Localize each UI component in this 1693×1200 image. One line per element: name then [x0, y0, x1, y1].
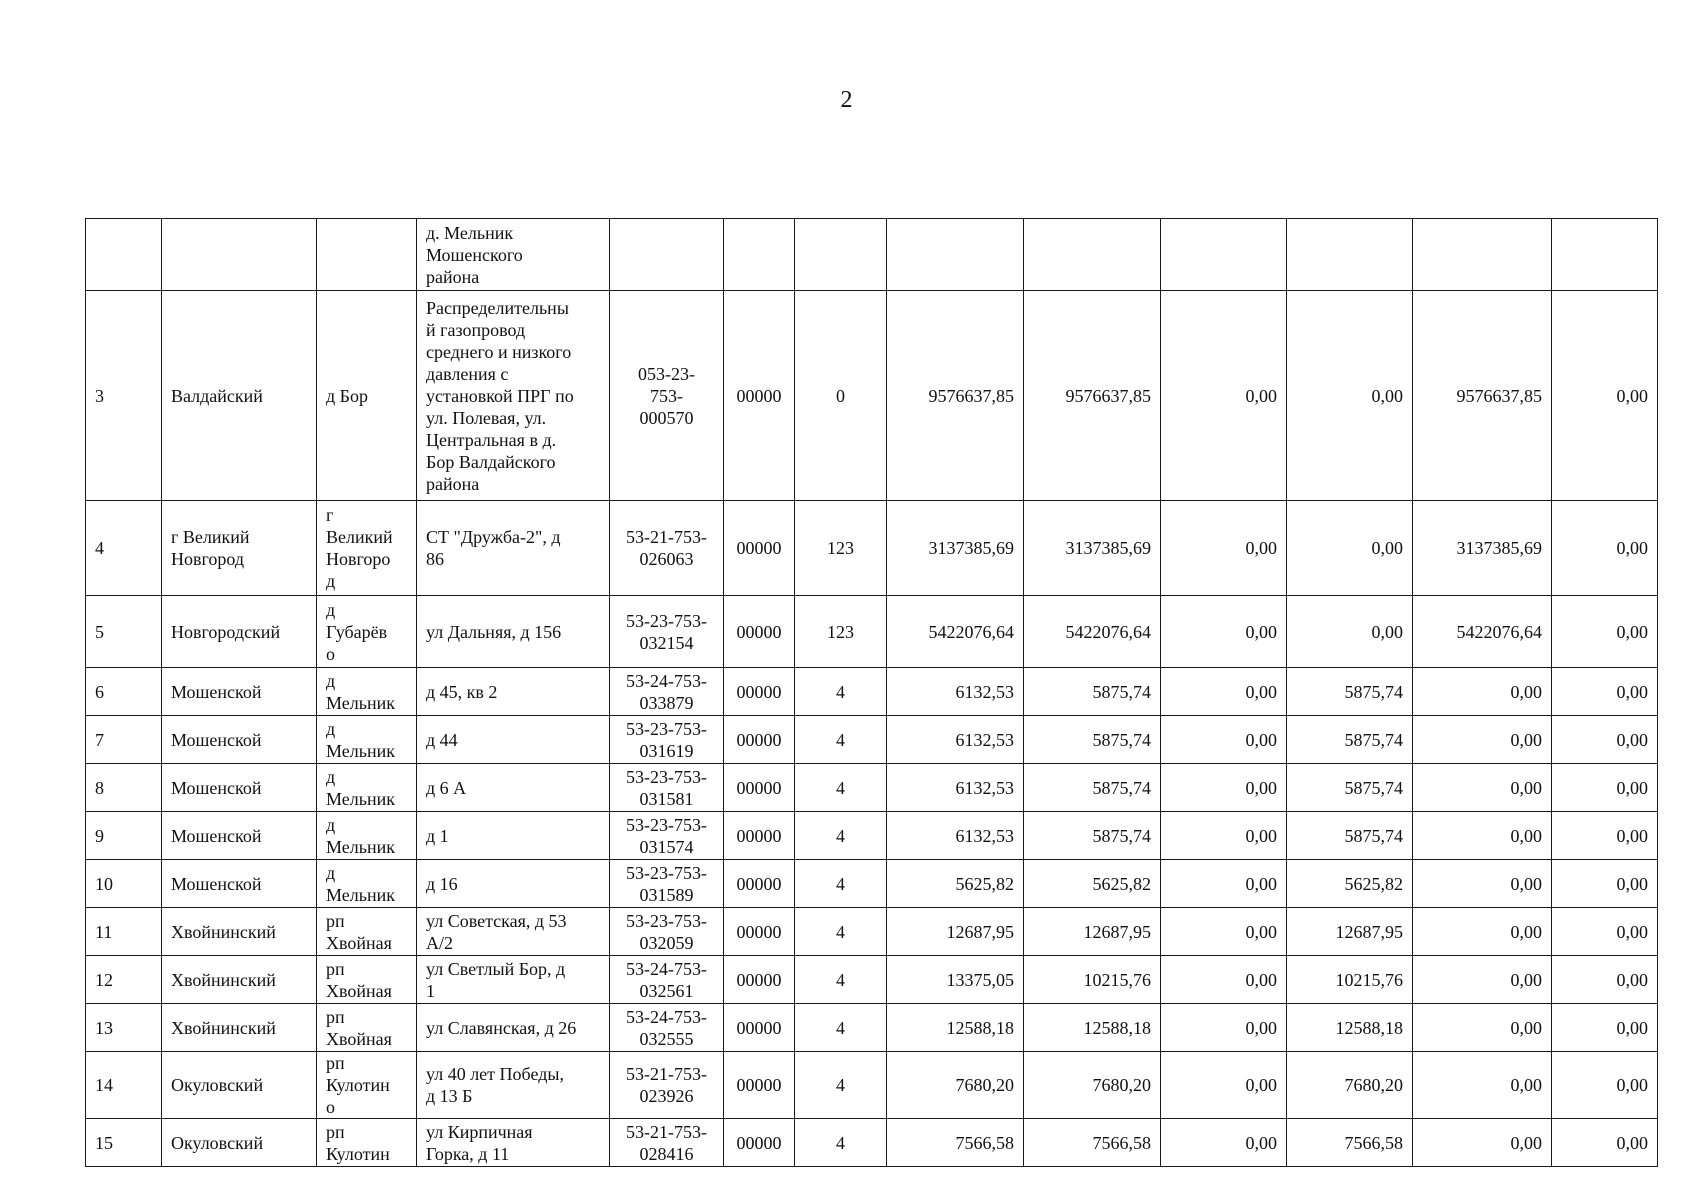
cell-address-line: района: [426, 473, 480, 494]
cell-locality-line: Мельник: [326, 788, 395, 809]
cell-address: [417, 1004, 610, 1052]
cell-code-line: 53-23-753-: [626, 814, 707, 835]
cell-col13: 0,00: [1552, 812, 1658, 860]
cell-col9: 7680,20: [1024, 1052, 1161, 1119]
table-row: [86, 1004, 1658, 1052]
cell-code-line: 53-24-753-: [626, 670, 707, 691]
cell-col10: 0,00: [1161, 908, 1287, 956]
cell-code-line: 031574: [639, 836, 694, 857]
cell-district-line: Хвойнинский: [171, 969, 276, 990]
cell-address-line: 86: [426, 549, 444, 569]
cell-number: 7: [86, 716, 162, 764]
cell-locality-line: рп: [326, 958, 345, 979]
cell-address: [417, 596, 610, 668]
cell-address-line: д 6 А: [426, 777, 467, 798]
cell-code-line: 032555: [639, 1028, 694, 1049]
cell-col7: 4: [795, 764, 887, 812]
cell-code-line: 032154: [639, 632, 694, 653]
cell-address: [417, 501, 610, 596]
cell-address-line: д 1: [426, 825, 449, 846]
cell-col8: 6132,53: [887, 812, 1024, 860]
cell-address-line: Мошенского: [426, 244, 523, 265]
cell-col12: 9576637,85: [1413, 291, 1552, 501]
cell-address: [417, 908, 610, 956]
cell-district: [162, 812, 317, 860]
cell-address: [417, 1052, 610, 1119]
cell-address-line: установкой ПРГ по: [426, 385, 574, 406]
cell-code-line: 753-: [650, 385, 683, 406]
cell-col10: 0,00: [1161, 668, 1287, 716]
cell-district-line: Валдайский: [171, 385, 263, 406]
cell-col10: 0,00: [1161, 501, 1287, 596]
cell-address-line: Центральная в д.: [426, 429, 557, 450]
cell-col10: 0,00: [1161, 291, 1287, 501]
cell-col9: 5625,82: [1024, 860, 1161, 908]
cell-code-line: 53-21-753-: [626, 1121, 707, 1142]
cell-col13: 0,00: [1552, 668, 1658, 716]
cell-col10: 0,00: [1161, 1119, 1287, 1167]
cell-code: [610, 219, 724, 291]
cell-locality: [317, 1119, 417, 1167]
cell-address-line: давления с: [426, 363, 509, 384]
cell-district-line: Мошенской: [171, 777, 262, 798]
cell-district-line: Мошенской: [171, 873, 262, 894]
cell-locality-line: Хвойная: [326, 932, 392, 953]
cell-col13: 0,00: [1552, 908, 1658, 956]
table-row: [86, 668, 1658, 716]
cell-code-line: 053-23-: [638, 363, 695, 384]
cell-code-line: 53-23-753-: [626, 862, 707, 883]
cell-address: [417, 812, 610, 860]
cell-locality: [317, 1004, 417, 1052]
cell-col8: 3137385,69: [887, 501, 1024, 596]
cell-col12: 0,00: [1413, 1004, 1552, 1052]
table-row: [86, 812, 1658, 860]
cell-code-line: 53-21-753-: [626, 527, 707, 547]
cell-number: 11: [86, 908, 162, 956]
cell-col6: 00000: [724, 860, 795, 908]
cell-col10: 0,00: [1161, 956, 1287, 1004]
cell-district: [162, 956, 317, 1004]
cell-col11: 10215,76: [1287, 956, 1413, 1004]
cell-locality-line: Мельник: [326, 884, 395, 905]
cell-district: [162, 291, 317, 501]
cell-address-line: среднего и низкого: [426, 341, 572, 362]
cell-locality-line: Мельник: [326, 740, 395, 761]
table-row: [86, 291, 1658, 501]
cell-col8: 12687,95: [887, 908, 1024, 956]
cell-address-line: д 16: [426, 873, 458, 894]
cell-col11: 12687,95: [1287, 908, 1413, 956]
cell-code-line: 53-24-753-: [626, 958, 707, 979]
cell-col6: 00000: [724, 812, 795, 860]
cell-address: [417, 956, 610, 1004]
cell-col6: 00000: [724, 1052, 795, 1119]
table-row: [86, 1052, 1658, 1119]
cell-locality: [317, 716, 417, 764]
cell-col12: 0,00: [1413, 812, 1552, 860]
cell-col11: 0,00: [1287, 596, 1413, 668]
cell-code: [610, 956, 724, 1004]
table-row: [86, 1119, 1658, 1167]
data-table: [85, 218, 1658, 1167]
cell-number: 15: [86, 1119, 162, 1167]
cell-col6: 00000: [724, 291, 795, 501]
cell-col13: 0,00: [1552, 1004, 1658, 1052]
cell-address: [417, 764, 610, 812]
table-row: [86, 764, 1658, 812]
cell-locality-line: д: [326, 862, 336, 883]
cell-locality-line: д Бор: [326, 385, 368, 406]
cell-code: [610, 1004, 724, 1052]
cell-code-line: 031581: [639, 788, 694, 809]
cell-address: [417, 219, 610, 291]
cell-col12: 0,00: [1413, 716, 1552, 764]
cell-col11: 12588,18: [1287, 1004, 1413, 1052]
cell-locality-line: Мельник: [326, 836, 395, 857]
cell-col7: 4: [795, 860, 887, 908]
cell-address: [417, 668, 610, 716]
cell-district-line: Хвойнинский: [171, 1017, 276, 1038]
cell-col10: 0,00: [1161, 860, 1287, 908]
cell-address-line: ул 40 лет Победы,: [426, 1064, 564, 1084]
cell-locality: [317, 219, 417, 291]
cell-locality-line: Новгоро: [326, 549, 391, 569]
cell-address-line: ул Дальняя, д 156: [426, 621, 562, 642]
cell-locality: [317, 956, 417, 1004]
table-row: [86, 860, 1658, 908]
cell-col10: 0,00: [1161, 1052, 1287, 1119]
cell-col11: 5625,82: [1287, 860, 1413, 908]
cell-locality-line: рп: [326, 1006, 345, 1027]
cell-col7: 4: [795, 1052, 887, 1119]
cell-code-line: 53-23-753-: [626, 910, 707, 931]
cell-code-line: 000570: [639, 407, 694, 428]
cell-col6: 00000: [724, 716, 795, 764]
cell-col9: [1024, 219, 1161, 291]
cell-address-line: района: [426, 266, 480, 287]
cell-address-line: А/2: [426, 932, 453, 953]
cell-locality-line: о: [326, 1097, 335, 1117]
cell-col12: 0,00: [1413, 1052, 1552, 1119]
cell-district-line: Хвойнинский: [171, 921, 276, 942]
cell-address-line: Распределительны: [426, 297, 569, 318]
cell-locality: [317, 596, 417, 668]
cell-district-line: Мошенской: [171, 825, 262, 846]
cell-district-line: Новгород: [171, 549, 245, 569]
cell-col10: 0,00: [1161, 764, 1287, 812]
cell-code-line: 033879: [639, 692, 694, 713]
cell-locality-line: Губарёв: [326, 621, 388, 642]
cell-col13: 0,00: [1552, 1119, 1658, 1167]
table-row: [86, 716, 1658, 764]
cell-col12: 0,00: [1413, 860, 1552, 908]
cell-col11: 0,00: [1287, 291, 1413, 501]
cell-address-line: д 45, кв 2: [426, 681, 498, 702]
cell-col8: 12588,18: [887, 1004, 1024, 1052]
cell-col7: [795, 219, 887, 291]
cell-district: [162, 716, 317, 764]
cell-code: [610, 291, 724, 501]
cell-number: 9: [86, 812, 162, 860]
cell-district: [162, 1052, 317, 1119]
cell-district-line: Мошенской: [171, 681, 262, 702]
cell-address: [417, 1119, 610, 1167]
cell-col7: 4: [795, 956, 887, 1004]
cell-number: 13: [86, 1004, 162, 1052]
cell-col13: 0,00: [1552, 956, 1658, 1004]
cell-col8: [887, 219, 1024, 291]
cell-locality-line: Мельник: [326, 692, 395, 713]
cell-col7: 0: [795, 291, 887, 501]
cell-number: 8: [86, 764, 162, 812]
table-row: [86, 501, 1658, 596]
cell-locality-line: д: [326, 599, 336, 620]
cell-col7: 4: [795, 1119, 887, 1167]
cell-col13: 0,00: [1552, 764, 1658, 812]
cell-locality-line: рп: [326, 910, 345, 931]
table-row: [86, 596, 1658, 668]
cell-col6: 00000: [724, 956, 795, 1004]
cell-district-line: г Великий: [171, 527, 250, 547]
cell-district: [162, 764, 317, 812]
cell-col8: 6132,53: [887, 764, 1024, 812]
table-row: [86, 908, 1658, 956]
cell-code-line: 53-24-753-: [626, 1006, 707, 1027]
cell-col6: 00000: [724, 1119, 795, 1167]
cell-col9: 5875,74: [1024, 668, 1161, 716]
cell-col9: 10215,76: [1024, 956, 1161, 1004]
cell-col12: [1413, 219, 1552, 291]
cell-col12: 0,00: [1413, 908, 1552, 956]
cell-col12: 0,00: [1413, 956, 1552, 1004]
cell-address-line: 1: [426, 980, 435, 1001]
cell-locality-line: д: [326, 814, 336, 835]
cell-col9: 9576637,85: [1024, 291, 1161, 501]
cell-address-line: д. Мельник: [426, 222, 514, 243]
cell-address-line: ул Кирпичная: [426, 1121, 533, 1142]
cell-code-line: 031619: [639, 740, 694, 761]
cell-col12: 0,00: [1413, 1119, 1552, 1167]
cell-address-line: д 13 Б: [426, 1086, 473, 1106]
table-row: [86, 219, 1658, 291]
cell-number: 12: [86, 956, 162, 1004]
cell-col9: 3137385,69: [1024, 501, 1161, 596]
cell-locality-line: Кулотин: [326, 1075, 390, 1095]
cell-code-line: 028416: [639, 1143, 694, 1164]
cell-col8: 5625,82: [887, 860, 1024, 908]
cell-code-line: 53-23-753-: [626, 718, 707, 739]
cell-code: [610, 908, 724, 956]
cell-col6: 00000: [724, 596, 795, 668]
cell-number: 4: [86, 501, 162, 596]
cell-col12: 5422076,64: [1413, 596, 1552, 668]
cell-district-line: Мошенской: [171, 729, 262, 750]
cell-col6: [724, 219, 795, 291]
cell-code-line: 53-21-753-: [626, 1064, 707, 1084]
cell-code: [610, 1119, 724, 1167]
cell-col11: [1287, 219, 1413, 291]
cell-col6: 00000: [724, 908, 795, 956]
cell-col7: 123: [795, 501, 887, 596]
cell-col13: 0,00: [1552, 860, 1658, 908]
cell-locality: [317, 812, 417, 860]
cell-col9: 12588,18: [1024, 1004, 1161, 1052]
cell-code-line: 53-23-753-: [626, 766, 707, 787]
cell-address-line: Бор Валдайского: [426, 451, 556, 472]
cell-district: [162, 219, 317, 291]
cell-district: [162, 668, 317, 716]
cell-address-line: СТ "Дружба-2", д: [426, 527, 561, 547]
cell-locality-line: рп: [326, 1053, 345, 1073]
cell-address: [417, 860, 610, 908]
cell-locality: [317, 501, 417, 596]
cell-district-line: Окуловский: [171, 1132, 264, 1153]
cell-locality-line: Хвойная: [326, 980, 392, 1001]
cell-col13: 0,00: [1552, 716, 1658, 764]
cell-col7: 123: [795, 596, 887, 668]
cell-col7: 4: [795, 812, 887, 860]
cell-district: [162, 908, 317, 956]
cell-col11: 0,00: [1287, 501, 1413, 596]
cell-col9: 5875,74: [1024, 716, 1161, 764]
cell-col6: 00000: [724, 1004, 795, 1052]
cell-locality: [317, 291, 417, 501]
cell-code: [610, 716, 724, 764]
cell-code-line: 026063: [639, 549, 694, 569]
cell-col7: 4: [795, 908, 887, 956]
cell-col6: 00000: [724, 668, 795, 716]
cell-locality-line: г: [326, 505, 334, 525]
cell-col8: 7566,58: [887, 1119, 1024, 1167]
cell-col11: 5875,74: [1287, 668, 1413, 716]
table-row: [86, 956, 1658, 1004]
cell-col13: [1552, 219, 1658, 291]
cell-col13: 0,00: [1552, 501, 1658, 596]
cell-col11: 7566,58: [1287, 1119, 1413, 1167]
cell-number: 10: [86, 860, 162, 908]
cell-locality: [317, 860, 417, 908]
cell-col8: 7680,20: [887, 1052, 1024, 1119]
cell-col12: 0,00: [1413, 764, 1552, 812]
cell-col10: 0,00: [1161, 812, 1287, 860]
cell-col12: 3137385,69: [1413, 501, 1552, 596]
cell-col12: 0,00: [1413, 668, 1552, 716]
cell-col10: 0,00: [1161, 716, 1287, 764]
cell-code: [610, 860, 724, 908]
cell-district: [162, 1004, 317, 1052]
cell-col10: 0,00: [1161, 596, 1287, 668]
cell-district: [162, 1119, 317, 1167]
cell-district-line: Окуловский: [171, 1075, 264, 1095]
cell-locality: [317, 1052, 417, 1119]
cell-number: 5: [86, 596, 162, 668]
cell-code-line: 032059: [639, 932, 694, 953]
cell-locality-line: Кулотин: [326, 1143, 390, 1164]
cell-col7: 4: [795, 716, 887, 764]
cell-col11: 7680,20: [1287, 1052, 1413, 1119]
cell-code-line: 023926: [639, 1086, 694, 1106]
cell-col6: 00000: [724, 764, 795, 812]
cell-code-line: 031589: [639, 884, 694, 905]
cell-address: [417, 716, 610, 764]
cell-col13: 0,00: [1552, 1052, 1658, 1119]
cell-col8: 6132,53: [887, 668, 1024, 716]
cell-col10: [1161, 219, 1287, 291]
cell-code-line: 032561: [639, 980, 694, 1001]
cell-locality-line: рп: [326, 1121, 345, 1142]
cell-col13: 0,00: [1552, 291, 1658, 501]
cell-code-line: 53-23-753-: [626, 610, 707, 631]
cell-number: 6: [86, 668, 162, 716]
cell-col9: 5422076,64: [1024, 596, 1161, 668]
cell-locality: [317, 908, 417, 956]
cell-code: [610, 1052, 724, 1119]
cell-col9: 7566,58: [1024, 1119, 1161, 1167]
cell-address-line: ул Советская, д 53: [426, 910, 567, 931]
cell-address-line: Горка, д 11: [426, 1143, 510, 1164]
cell-address: [417, 291, 610, 501]
cell-district: [162, 501, 317, 596]
cell-col8: 5422076,64: [887, 596, 1024, 668]
cell-code: [610, 501, 724, 596]
table-body: [86, 219, 1658, 1167]
cell-district: [162, 860, 317, 908]
cell-locality-line: д: [326, 670, 336, 691]
cell-code: [610, 764, 724, 812]
cell-locality: [317, 668, 417, 716]
cell-locality-line: Великий: [326, 527, 393, 547]
cell-district-line: Новгородский: [171, 621, 281, 642]
cell-col11: 5875,74: [1287, 764, 1413, 812]
cell-locality-line: Хвойная: [326, 1028, 392, 1049]
cell-locality-line: д: [326, 766, 336, 787]
cell-col7: 4: [795, 1004, 887, 1052]
cell-col11: 5875,74: [1287, 716, 1413, 764]
cell-col7: 4: [795, 668, 887, 716]
cell-col9: 5875,74: [1024, 764, 1161, 812]
cell-code: [610, 596, 724, 668]
cell-district: [162, 596, 317, 668]
cell-number: [86, 219, 162, 291]
cell-code: [610, 668, 724, 716]
cell-locality-line: д: [326, 571, 336, 591]
cell-locality-line: д: [326, 718, 336, 739]
cell-col13: 0,00: [1552, 596, 1658, 668]
cell-locality-line: о: [326, 643, 335, 664]
cell-number: 3: [86, 291, 162, 501]
cell-address-line: й газопровод: [426, 319, 526, 340]
cell-address-line: д 44: [426, 729, 458, 750]
cell-col10: 0,00: [1161, 1004, 1287, 1052]
cell-col9: 12687,95: [1024, 908, 1161, 956]
cell-number: 14: [86, 1052, 162, 1119]
cell-col8: 13375,05: [887, 956, 1024, 1004]
cell-address-line: ул Славянская, д 26: [426, 1017, 577, 1038]
cell-address-line: ул. Полевая, ул.: [426, 407, 547, 428]
cell-code: [610, 812, 724, 860]
cell-col8: 9576637,85: [887, 291, 1024, 501]
cell-col8: 6132,53: [887, 716, 1024, 764]
cell-address-line: ул Светлый Бор, д: [426, 958, 566, 979]
page-number: 2: [840, 87, 853, 113]
cell-col6: 00000: [724, 501, 795, 596]
cell-col11: 5875,74: [1287, 812, 1413, 860]
cell-locality: [317, 764, 417, 812]
cell-col9: 5875,74: [1024, 812, 1161, 860]
